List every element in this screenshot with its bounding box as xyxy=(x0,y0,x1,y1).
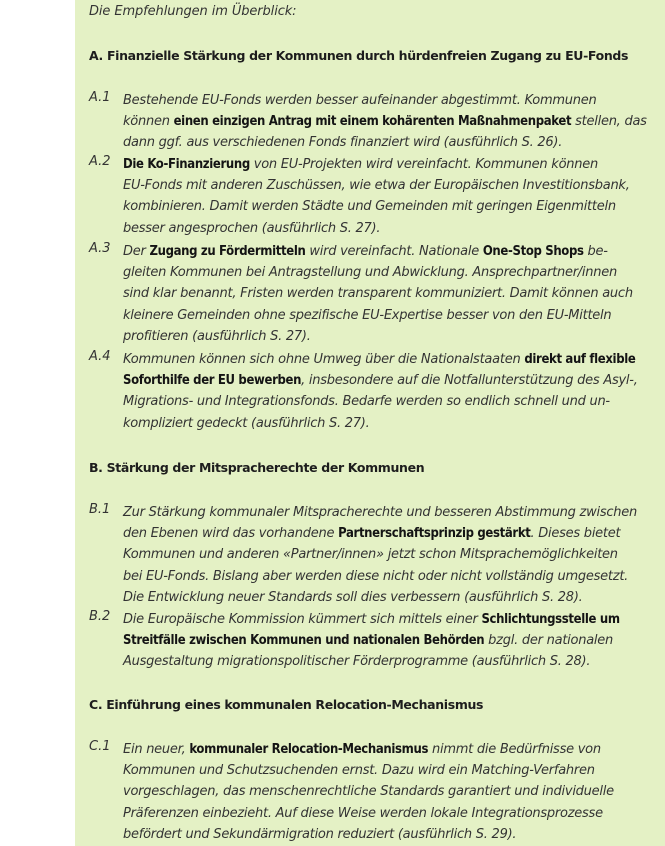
emphasis-text: Schlichtungsstelle um xyxy=(481,612,620,627)
item-code: A.4 xyxy=(89,349,111,364)
text-line xyxy=(123,283,651,304)
body-text: Zur Stärkung kommunaler Mitspracherechte und besseren Abstimmung zwischen xyxy=(123,505,638,520)
text-line xyxy=(123,781,651,802)
text-line xyxy=(123,739,651,760)
body-text: Die Europäische Kommission kümmert sich mittels einer xyxy=(123,612,482,627)
emphasis-text: Streitfälle zwischen Kommunen und nationalen Behörden xyxy=(123,633,485,649)
text-line xyxy=(123,391,651,412)
item-code: A.3 xyxy=(89,241,111,256)
body-text: . Dieses bietet xyxy=(530,526,621,542)
item-code: B.2 xyxy=(89,609,111,624)
item-text xyxy=(123,349,651,434)
text-line xyxy=(123,326,651,347)
body-text: Der xyxy=(123,244,150,259)
body-text: von EU-Projekten wird vereinfacht. Kommunen können xyxy=(249,157,598,172)
text-line xyxy=(123,803,651,824)
emphasis-text: Zugang zu Fördermitteln xyxy=(149,244,306,259)
text-line xyxy=(123,824,651,845)
recommendation-item-a-1 xyxy=(89,90,651,154)
text-line xyxy=(123,523,651,544)
text-line xyxy=(123,609,651,630)
section-heading-c: C. Einführung eines kommunalen Relocation-Mechanismus xyxy=(89,697,484,712)
body-text: kleinere Gemeinden ohne spezifische EU-Expertise besser von den EU-Mitteln xyxy=(123,307,612,323)
item-code: C.1 xyxy=(89,739,111,754)
recommendation-item-a-4 xyxy=(89,349,651,434)
text-line xyxy=(123,111,651,132)
item-text xyxy=(123,502,651,608)
body-text: kompliziert gedeckt (ausführlich S. 27). xyxy=(123,415,370,431)
section-heading-b: B. Stärkung der Mitspracherechte der Kommunen xyxy=(89,460,425,475)
body-text: Präferenzen einbezieht. Auf diese Weise werden lokale Integrationsprozesse xyxy=(123,805,603,821)
body-text: Kommunen und Schutzsuchenden ernst. Dazu wird ein Matching-Verfahren xyxy=(123,763,595,779)
recommendation-item-c-1 xyxy=(89,739,651,845)
body-text: bei EU-Fonds. Bislang aber werden diese nicht oder nicht vollständig umgesetzt. xyxy=(123,568,629,584)
recommendation-item-a-3 xyxy=(89,241,651,347)
text-line xyxy=(123,651,651,672)
item-text xyxy=(123,241,651,347)
text-line xyxy=(123,502,651,523)
text-line xyxy=(123,90,651,111)
text-line xyxy=(123,349,651,370)
recommendations-panel xyxy=(75,0,665,846)
item-text xyxy=(123,90,651,154)
text-line xyxy=(123,370,651,391)
item-code: B.1 xyxy=(89,502,111,517)
body-text: stellen, das xyxy=(571,114,647,130)
text-line xyxy=(123,630,651,651)
emphasis-text: Die Ko-Finanzierung xyxy=(123,157,250,172)
body-text: , insbesondere auf die Notfallunterstützung des Asyl-, xyxy=(301,373,638,389)
emphasis-text: kommunaler Relocation-Mechanismus xyxy=(189,742,429,757)
recommendation-item-a-2 xyxy=(89,154,651,239)
text-line xyxy=(123,566,651,587)
text-line xyxy=(123,305,651,326)
item-code: A.1 xyxy=(89,90,111,105)
body-text: nimmt die Bedürfnisse von xyxy=(428,742,601,757)
text-line xyxy=(123,241,651,262)
body-text: wird vereinfacht. Nationale xyxy=(305,244,483,259)
body-text: EU-Fonds mit anderen Zuschüssen, wie etwa der Europäischen Investitionsbank, xyxy=(123,178,630,194)
recommendation-item-b-2 xyxy=(89,609,651,673)
body-text: Migrations- und Integrationsfonds. Bedarfe werden so endlich schnell und un- xyxy=(123,394,610,410)
body-text: Ein neuer, xyxy=(123,742,190,757)
body-text: profitieren (ausführlich S. 27). xyxy=(123,328,311,344)
text-line xyxy=(123,760,651,781)
emphasis-text: einen einzigen Antrag mit einem kohärenten Maßnahmenpaket xyxy=(173,114,572,130)
body-text: dann ggf. aus verschiedenen Fonds finanziert wird (ausführlich S. 26). xyxy=(123,135,563,151)
body-text: besser angesprochen (ausführlich S. 27). xyxy=(123,220,381,236)
emphasis-text: direkt auf flexible xyxy=(524,352,636,367)
item-code: A.2 xyxy=(89,154,111,169)
item-text xyxy=(123,154,651,239)
text-line xyxy=(123,413,651,434)
body-text: können xyxy=(123,114,174,130)
emphasis-text: Partnerschaftsprinzip gestärkt xyxy=(338,526,531,542)
body-text: befördert und Sekundärmigration reduziert (ausführlich S. 29). xyxy=(123,826,517,842)
body-text: Bestehende EU-Fonds werden besser aufeinander abgestimmt. Kommunen xyxy=(123,93,597,108)
body-text: sind klar benannt, Fristen werden transparent kommuniziert. Damit können auch xyxy=(123,286,633,302)
text-line xyxy=(123,587,651,608)
body-text: bzgl. der nationalen xyxy=(484,633,614,649)
intro-text: Die Empfehlungen im Überblick: xyxy=(89,4,297,19)
body-text: kombinieren. Damit werden Städte und Gemeinden mit geringen Eigenmitteln xyxy=(123,199,616,215)
recommendation-item-b-1 xyxy=(89,502,651,608)
text-line xyxy=(123,262,651,283)
body-text: vorgeschlagen, das menschenrechtliche Standards garantiert und individuelle xyxy=(123,784,614,800)
item-text xyxy=(123,739,651,845)
body-text: Kommunen können sich ohne Umweg über die Nationalstaaten xyxy=(123,352,525,367)
body-text: Ausgestaltung migrationspolitischer Förderprogramme (ausführlich S. 28). xyxy=(123,654,591,670)
body-text: den Ebenen wird das vorhandene xyxy=(123,526,339,542)
body-text: be- xyxy=(583,244,608,259)
text-line xyxy=(123,175,651,196)
text-line xyxy=(123,196,651,217)
text-line xyxy=(123,132,651,153)
text-line xyxy=(123,218,651,239)
body-text: Kommunen und anderen «Partner/innen» jetzt schon Mitsprachemöglichkeiten xyxy=(123,547,618,563)
emphasis-text: Soforthilfe der EU bewerben xyxy=(123,373,302,389)
item-text xyxy=(123,609,651,673)
emphasis-text: One-Stop Shops xyxy=(482,244,584,259)
text-line xyxy=(123,154,651,175)
text-line xyxy=(123,544,651,565)
body-text: gleiten Kommunen bei Antragstellung und Abwicklung. Ansprechpartner/innen xyxy=(123,265,617,281)
section-heading-a: A. Finanzielle Stärkung der Kommunen durch hürdenfreien Zugang zu EU-Fonds xyxy=(89,48,629,63)
body-text: Die Entwicklung neuer Standards soll dies verbessern (ausführlich S. 28). xyxy=(123,589,583,605)
